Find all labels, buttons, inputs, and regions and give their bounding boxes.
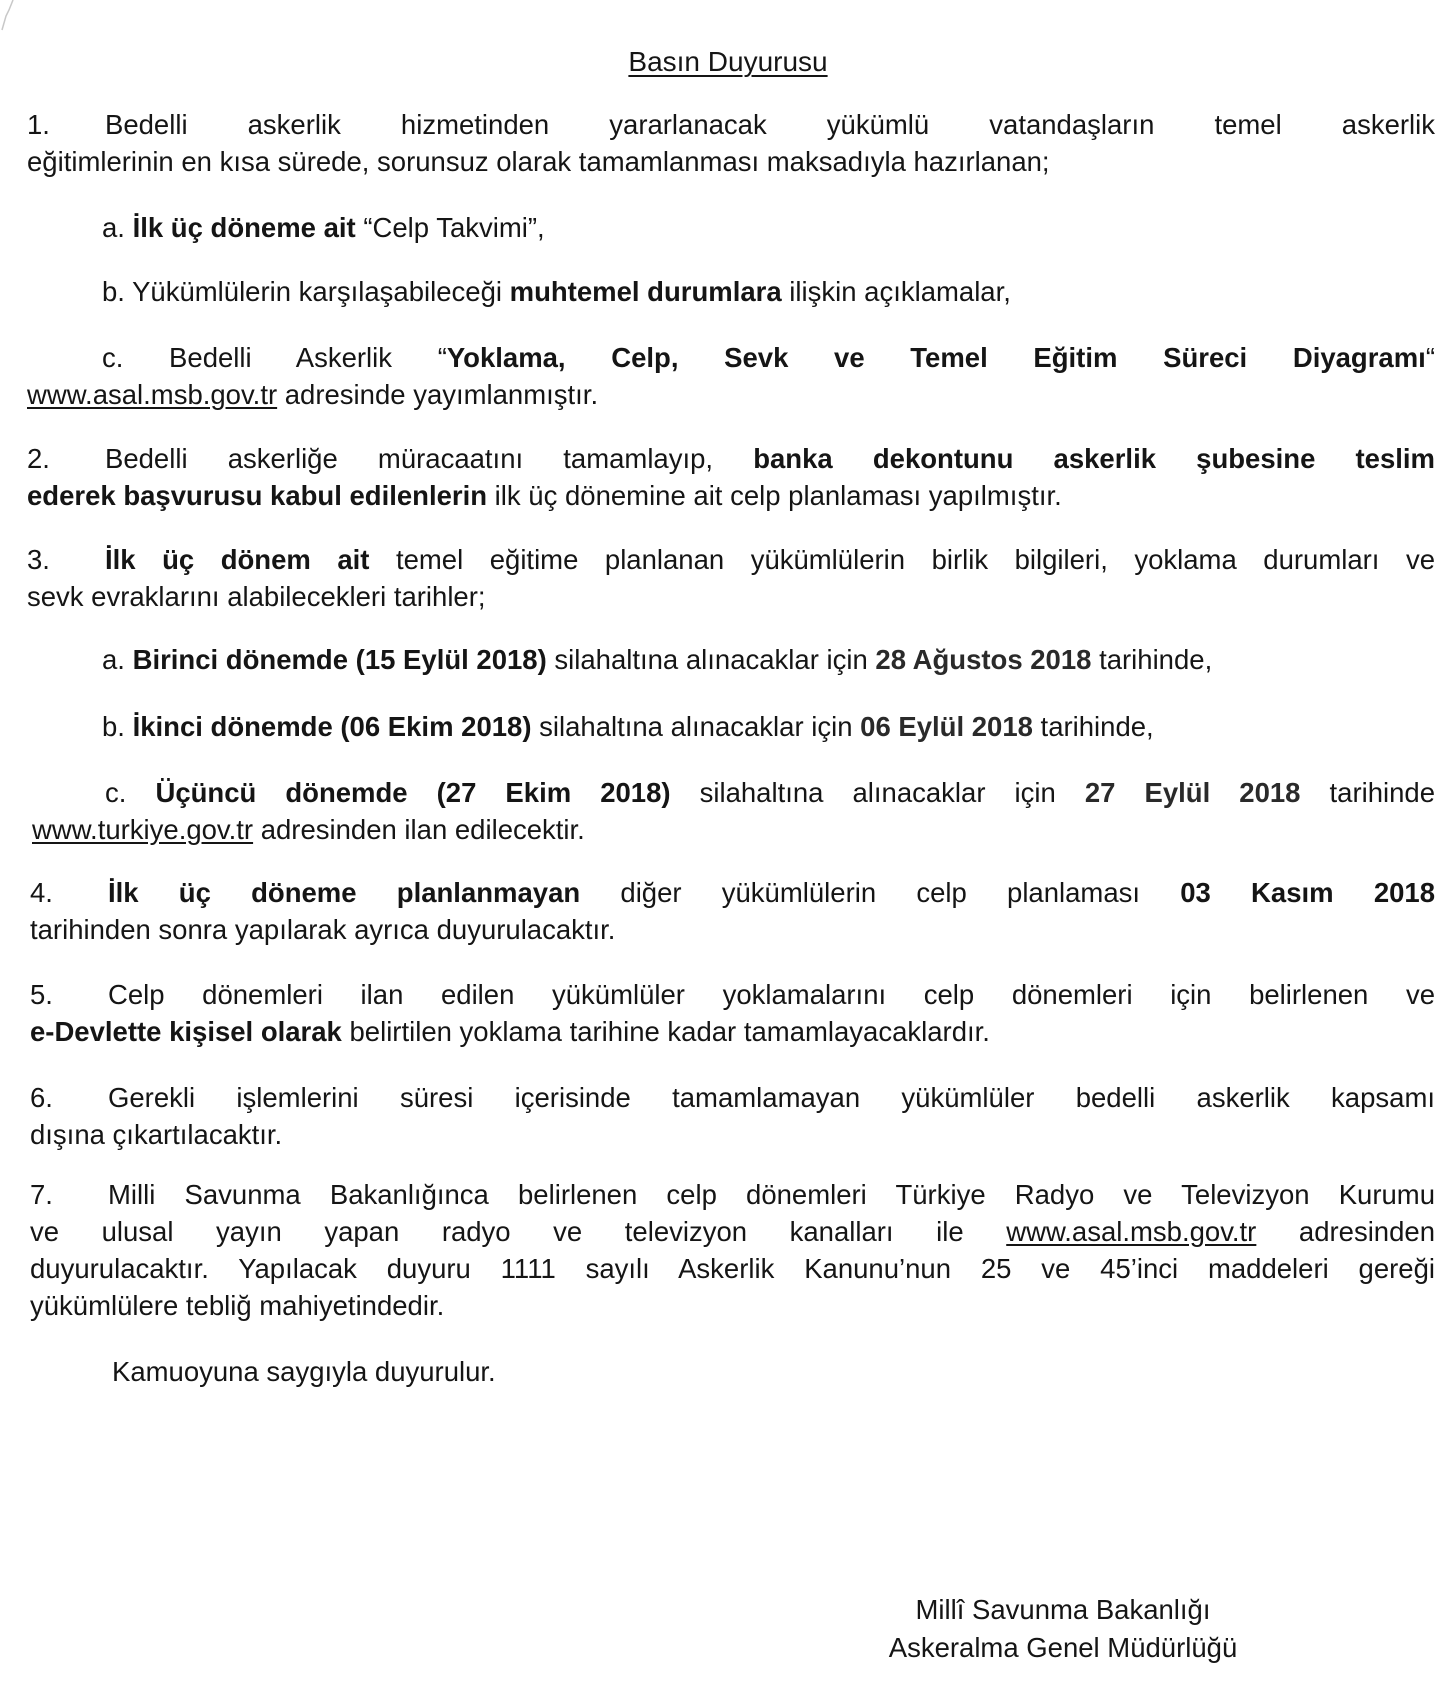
signature-block <box>780 1591 1346 1667</box>
date-text: 03 Kasım 2018 <box>1180 877 1436 908</box>
closing-statement: Kamuoyuna saygıyla duyurulur. <box>112 1356 496 1387</box>
bold-text: Birinci dönemde (15 Eylül 2018) <box>132 644 547 675</box>
paragraph-number: 2. <box>27 443 50 474</box>
item-letter: c. <box>102 342 124 373</box>
bold-text: İlk üç döneme planlanmayan <box>108 877 581 908</box>
date-text: 27 Eylül 2018 <box>1084 777 1301 808</box>
bold-text: İkinci dönemde (06 Ekim 2018) <box>132 711 532 742</box>
bold-text: Yoklama, Celp, Sevk ve Temel Eğitim Süreci Diyagramı <box>446 342 1426 373</box>
bold-text: ederek başvurusu kabul edilenlerin <box>27 480 488 511</box>
paragraph-number: 7. <box>30 1179 53 1210</box>
item-1a: a. İlk üç döneme ait “Celp Takvimi”, <box>102 212 545 243</box>
item-letter: c. <box>105 777 127 808</box>
item-letter: a. <box>102 212 125 243</box>
asal-msb-link[interactable]: www.asal.msb.gov.tr <box>1006 1216 1257 1247</box>
date-text: 06 Eylül 2018 <box>860 711 1033 742</box>
paragraph-number: 6. <box>30 1082 53 1113</box>
bold-text: banka dekontunu askerlik şubesine teslim <box>753 443 1435 474</box>
item-3b: b. İkinci dönemde (06 Ekim 2018) silahaltına alınacaklar için 06 Eylül 2018 tarihinde, <box>102 711 1154 742</box>
paragraph-4: 4. İlk üç döneme planlanmayan diğer yükümlülerin celp planlaması 03 Kasım 2018 tarihinden sonra yapılarak ayrıca duyurulacaktır. <box>30 874 1435 948</box>
paragraph-3: 3. İlk üç dönem ait temel eğitime planlanan yükümlülerin birlik bilgileri, yoklama durumları ve sevk evraklarını alabilecekleri tarihler; <box>27 541 1435 615</box>
signature-directorate: Askeralma Genel Müdürlüğü <box>888 1632 1238 1663</box>
bold-text: muhtemel durumlara <box>509 276 782 307</box>
item-3a: a. Birinci dönemde (15 Eylül 2018) silahaltına alınacaklar için 28 Ağustos 2018 tarihinde, <box>102 644 1213 675</box>
bold-text: Üçüncü dönemde (27 Ekim 2018) <box>155 777 671 808</box>
paragraph-number: 1. <box>27 109 50 140</box>
paragraph-number: 3. <box>27 544 50 575</box>
item-letter: b. <box>102 276 125 307</box>
paragraph-number: 5. <box>30 979 53 1010</box>
item-1b: b. Yükümlülerin karşılaşabileceği muhtemel durumlara ilişkin açıklamalar, <box>102 276 1011 307</box>
turkiye-gov-link[interactable]: www.turkiye.gov.tr <box>32 814 254 845</box>
item-letter: b. <box>102 711 125 742</box>
bold-text: e-Devlette kişisel olarak <box>30 1016 342 1047</box>
item-letter: a. <box>102 644 125 675</box>
scan-edge-mark <box>0 0 14 50</box>
paragraph-1-line-1: 1. Bedelli askerlik hizmetinden yararlanacak yükümlü vatandaşların temel askerlik <box>27 106 1435 143</box>
document-title: Basın Duyurusu <box>628 46 828 77</box>
paragraph-1 <box>27 106 1435 180</box>
asal-msb-link[interactable]: www.asal.msb.gov.tr <box>27 379 278 410</box>
paragraph-number: 4. <box>30 877 53 908</box>
date-text: 28 Ağustos 2018 <box>875 644 1092 675</box>
paragraph-2: 2. Bedelli askerliğe müracaatını tamamlayıp, banka dekontunu askerlik şubesine teslim ederek başvurusu kabul edilenlerin ilk üç dönemine ait celp planlaması yapılmıştır. <box>27 440 1435 514</box>
paragraph-5: 5. Celp dönemleri ilan edilen yükümlüler yoklamalarını celp dönemleri için belirlenen ve e-Devlette kişisel olarak belirtilen yoklama tarihine kadar tamamlayacaklardır. <box>30 976 1435 1050</box>
item-3c: c. Üçüncü dönemde (27 Ekim 2018) silahaltına alınacaklar için 27 Eylül 2018 tarihinde www.turkiye.gov.tr adresinden ilan edilecektir. <box>32 777 1435 845</box>
bold-text: İlk üç döneme ait <box>132 212 356 243</box>
paragraph-7: 7. Milli Savunma Bakanlığınca belirlenen celp dönemleri Türkiye Radyo ve Televizyon Kurumu ve ulusal yayın yapan radyo ve televizyon kanalları ile www.asal.msb.gov.tr adresinden duyurulacaktır. Yapılacak duyuru 1111 sayılı Askerlik Kanunu’nun 25 ve 45’inci maddeleri gereği yükümlülere tebliğ mahiyetindedir. <box>30 1176 1435 1324</box>
paragraph-1-line-2: eğitimlerinin en kısa sürede, sorunsuz olarak tamamlanması maksadıyla hazırlanan; <box>27 146 1050 177</box>
item-1c: c. Bedelli Askerlik “Yoklama, Celp, Sevk ve Temel Eğitim Süreci Diyagramı“ www.asal.msb.gov.tr adresinde yayımlanmıştır. <box>27 342 1435 410</box>
bold-text: İlk üç dönem ait <box>105 544 370 575</box>
paragraph-6: 6. Gerekli işlemlerini süresi içerisinde tamamlamayan yükümlüler bedelli askerlik kapsamı dışına çıkartılacaktır. <box>30 1079 1435 1153</box>
signature-ministry: Millî Savunma Bakanlığı <box>915 1594 1211 1625</box>
